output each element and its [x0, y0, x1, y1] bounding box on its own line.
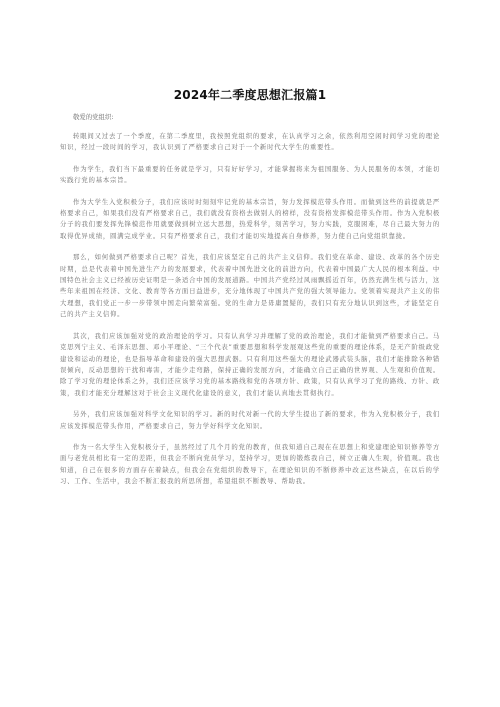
paragraph-7: 作为一名大学生入党积极分子，虽然经过了几个月的党的教育，但我知道自己现在在思想上和党建理论知识修养等方面与老党员相比有一定的差距，但我会不断向党员学习，坚持学习，更加的锻炼我自己，树立正确人生观，价值观。我也知道，自己在很多的方面存在着缺点，但我会在党组织的教导下，在理论知识的不断修养中改正这些缺点，在以后的学习、工作、生活中，我会不断汇报我的所思所想，希望组织不断教导、帮助我。	[60, 442, 440, 486]
document-title: 2024年二季度思想汇报篇1	[173, 88, 327, 102]
paragraph-1: 转眼间又过去了一个季度，在第二季度里，我按照党组织的要求，在认真学习之余，依然利用空闲时间学习党的理论知识，经过一段时间的学习，我认识到了严格要求自己对于一个新时代大学生的重要性。	[60, 132, 440, 152]
paragraph-5: 其次，我们应该加强对党的政治理论的学习。只有认真学习并理解了党的政治理论，我们才能做到严格要求自己。马克思列宁主义、毛泽东思想、邓小平理论、“三个代表”重要思想和科学发展观这些党的重要的理论体系，是无产阶级政党建设和运动的理论，也是指导革命和建设的强大思想武器。只有利用这些强大的理论武器武装头脑，我们才能排除各种错误倾向，反动思想的干扰和毒害，才能少走弯路，保持正确的发展方向，才能确立自己正确的世界观、人生观和价值观。除了学习党的理论体系之外，我们还应该学习党的基本路线和党的各项方针、政策，只有认真学习了党的路线、方针、政策，我们才能充分理解这对于社会主义现代化建设的意义，我们才能认真地去贯彻执行。	[60, 331, 440, 397]
paragraph-2: 作为学生，我们当下最重要的任务就是学习，只有好好学习，才能掌握将来为祖国服务、为人民服务的本领，才能切实践行党的基本宗旨。	[60, 164, 440, 185]
paragraph-4: 那么，如何做到严格要求自己呢？首先，我们应该坚定自己的共产主义信仰。我们党在革命、建设、改革的各个历史时期，总是代表着中国先进生产力的发展要求，代表着中国先进文化的前进方向，代表着中国最广大人民的根本利益。中国特色社会主义已经被历史证明是一条适合中国的发展道路。中国共产党经过风雨飘摇近百年，仍然充满生机与活力，这些年来祖国在经济、文化、教育等各方面日益进步，充分地体现了中国共产党的强大领导能力。党领着实现共产主义的伟大理想，我们党正一步一步带领中国走向繁荣富强。党的生命力是毋庸置疑的，我们只有充分地认识到这些，才能坚定自己的共产主义信仰。	[60, 253, 440, 319]
paragraph-6: 另外，我们应该加强对科学文化知识的学习。新的时代对新一代的大学生提出了新的要求，作为入党积极分子，我们应该发挥模范带头作用，严格要求自己，努力学好科学文化知识。	[60, 410, 440, 430]
paragraph-3: 作为大学生入党积极分子，我们应该时时刻刻牢记党的基本宗旨，努力发挥模范带头作用。而做到这些的前提就是严格要求自己，如果我们没有严格要求自己，我们就没有资格去做别人的榜样，没有资格发挥模范带头作用。作为入党积极分子的我们要发挥先锋模范作用就要做到树立远大思想，热爱科学，刻苦学习，努力实践，克服困难，尽自己最大努力的取得优异成绩，圆满完成学业。只有严格要求自己，我们才能切实地提高自身修养，努力使自己向党组织靠拢。	[60, 197, 440, 240]
salutation: 敬爱的党组织:	[73, 113, 114, 121]
